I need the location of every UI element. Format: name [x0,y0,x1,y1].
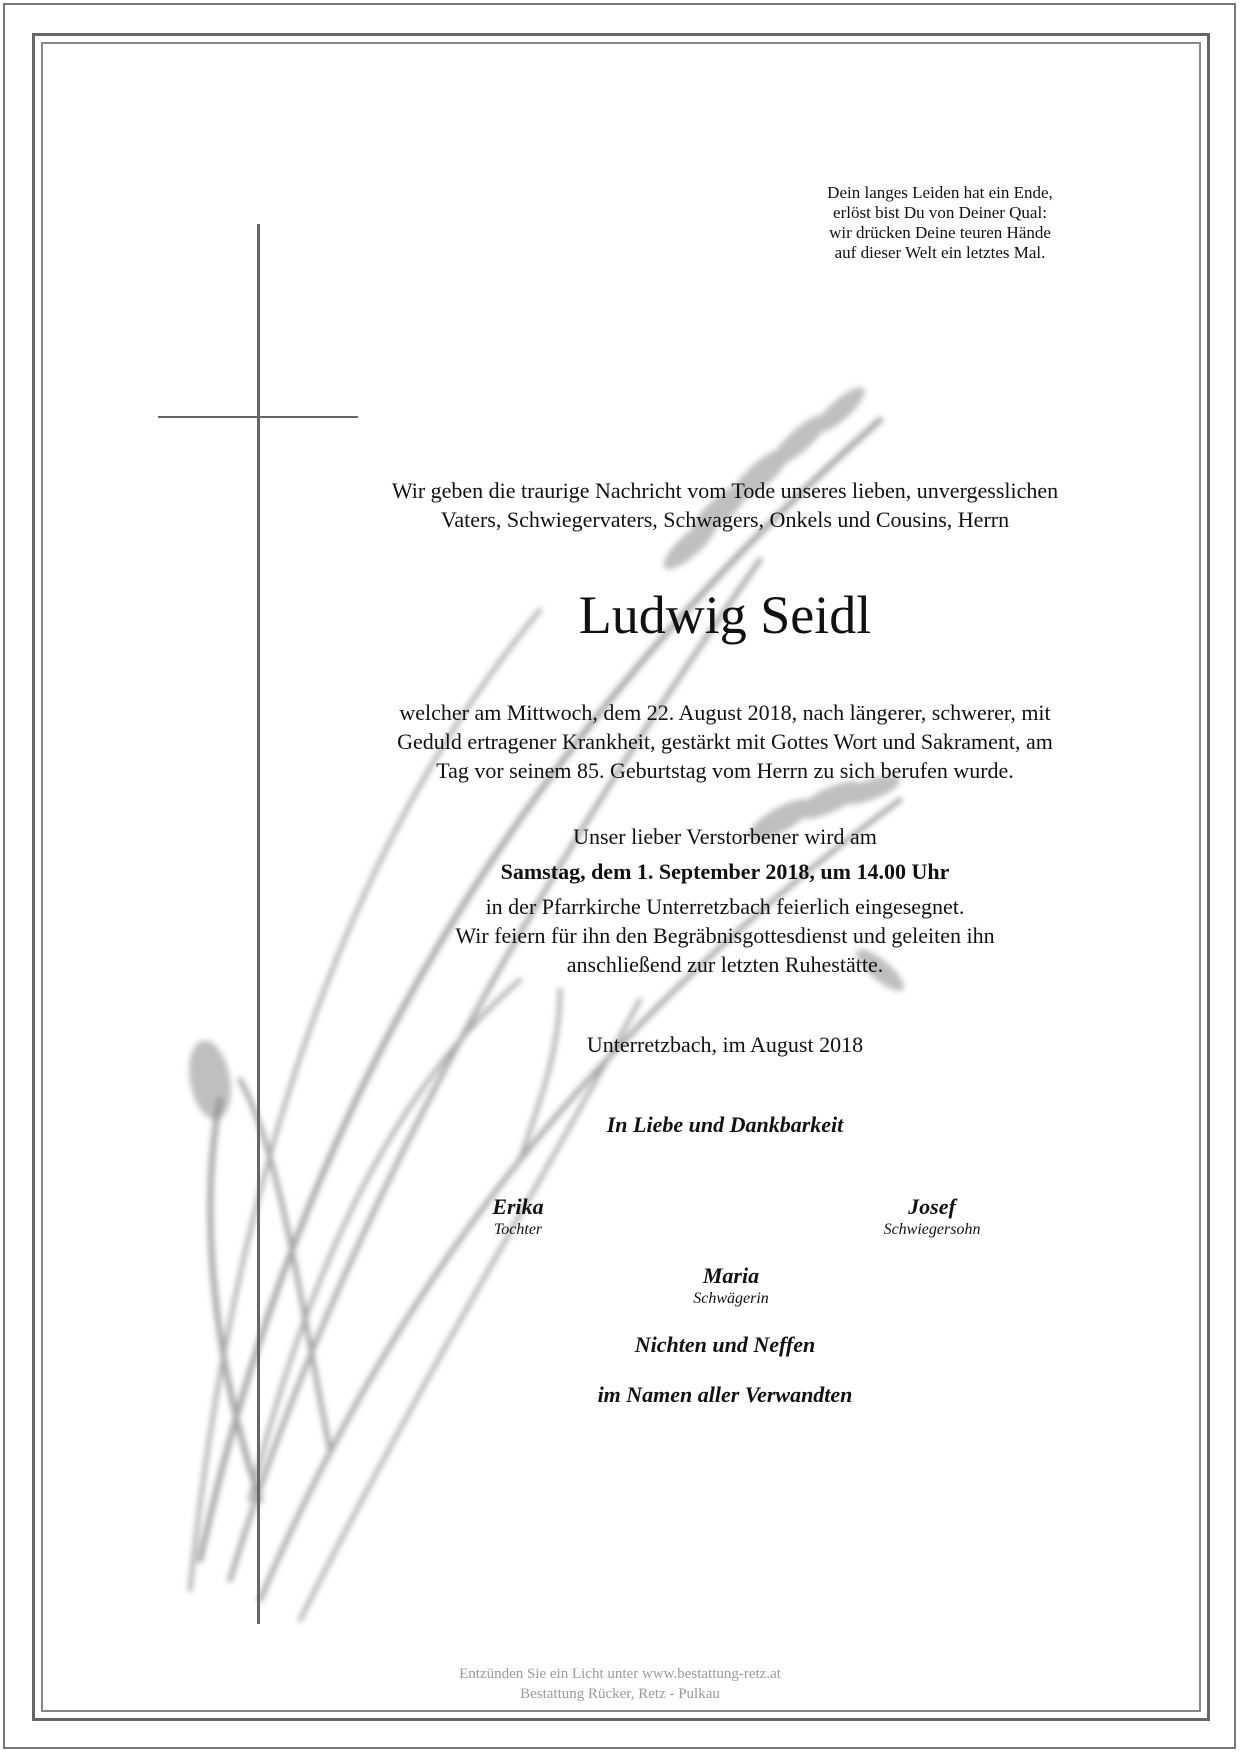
mourner-name: Erika [492,1194,544,1219]
mourner-erika [408,1194,628,1240]
mourner-josef [822,1194,1042,1240]
service-details [320,892,1130,979]
service-intro: Unser lieber Verstorbener wird am [573,824,877,849]
cross-bar [158,416,358,418]
service-line: in der Pfarrkirche Unterretzbach feierlich eingesegnet. [485,894,965,919]
service-date: Samstag, dem 1. September 2018, um 14.00 Uhr [500,859,950,884]
death-line: welcher am Mittwoch, dem 22. August 2018, nach längerer, schwerer, mit [399,700,1051,725]
poem [770,183,1110,263]
mourner-role: Schwägerin [693,1290,769,1307]
mourner-maria [621,1263,841,1309]
dank-heading: In Liebe und Dankbarkeit [606,1112,844,1137]
poem-line: wir drücken Deine teuren Hände [829,223,1051,242]
poem-line: auf dieser Welt ein letztes Mal. [834,243,1046,262]
poem-line: erlöst bist Du von Deiner Qual: [833,203,1047,222]
mourner-name: Maria [702,1263,760,1288]
service-line: Wir feiern für ihn den Begräbnisgottesdienst und geleiten ihn [455,923,995,948]
service-line: anschließend zur letzten Ruhestätte. [566,952,884,977]
intro-line: Vaters, Schwiegervaters, Schwagers, Onkels und Cousins, Herrn [440,507,1010,532]
namen-verwandten: im Namen aller Verwandten [597,1382,853,1407]
death-line: Tag vor seinem 85. Geburtstag vom Herrn zu sich berufen wurde. [436,758,1014,783]
death-line: Geduld ertragener Krankheit, gestärkt mit Gottes Wort und Sakrament, am [397,729,1053,754]
footer-link-text[interactable]: Entzünden Sie ein Licht unter www.bestattung-retz.at [459,1666,781,1682]
poem-line: Dein langes Leiden hat ein Ende, [827,183,1053,202]
deceased-name: Ludwig Seidl [578,585,872,645]
footer [320,1664,920,1704]
death-notice [320,698,1130,785]
mourner-role: Schwiegersohn [883,1221,981,1238]
nichten-neffen: Nichten und Neffen [634,1332,816,1357]
intro-line: Wir geben die traurige Nachricht vom Tode unseres lieben, unvergesslichen [391,478,1059,503]
mourner-role: Tochter [493,1221,543,1238]
cross-icon [257,224,260,1624]
mourner-name: Josef [908,1194,956,1219]
footer-company: Bestattung Rücker, Retz - Pulkau [520,1686,720,1702]
place-date: Unterretzbach, im August 2018 [586,1032,864,1057]
intro-text [320,476,1130,534]
